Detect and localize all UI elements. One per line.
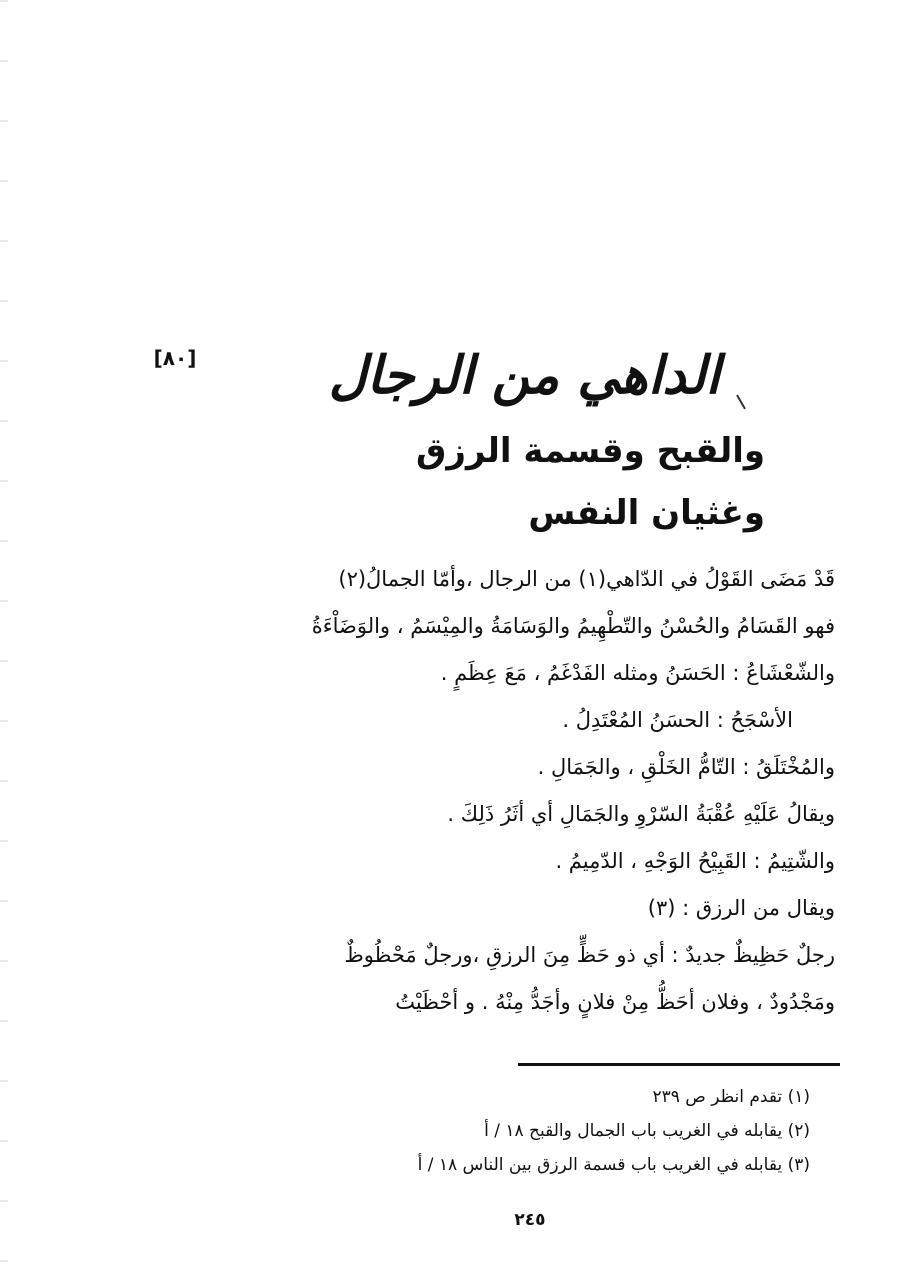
body-line: فهو القَسَامُ والحُسْنُ والتّطْهِيمُ والوَسَامَةُ والمِيْسَمُ ، والوَضَاْءَةُ <box>311 614 835 638</box>
body-line: ومَجْدُودٌ ، وفلان أحَظُّ مِنْ فلانٍ وأجَدُّ مِنْهُ . و أحْظَيْتُ <box>395 990 835 1014</box>
footnote-item: (٢) يقابله في الغريب باب الجمال والقبح ١٨ / أ <box>484 1121 810 1141</box>
page-number: ٢٤٥ <box>514 1210 546 1230</box>
scan-edge <box>0 0 8 1287</box>
footnote-item: (٣) يقابله في الغريب باب قسمة الرزق بين الناس ١٨ / أ <box>417 1155 810 1175</box>
footnotes <box>370 1080 810 1182</box>
ink-mark <box>736 395 746 410</box>
body-line: ويقال من الرزق : (٣) <box>647 896 835 920</box>
body-line: والمُخْتَلَقُ : التّامُّ الخَلْقِ ، والجَمَالِ . <box>537 755 835 779</box>
body-line: الأسْجَحُ : الحسَنُ المُعْتَدِلُ . <box>562 708 793 732</box>
original-page-reference: [٨٠] <box>153 346 197 370</box>
chapter-subtitle: والقبح وقسمة الرزق وغثيان النفس <box>415 431 765 533</box>
footnote-divider <box>518 1063 840 1066</box>
body-line: ويقالُ عَلَيْهِ عُقْبَةُ السّرْوِ والجَمَالِ أي أثَرُ ذَلِكَ . <box>447 802 835 826</box>
chapter-title: الداهي من الرجال <box>328 345 720 406</box>
footnote-item: (١) تقدم انظر ص ٢٣٩ <box>652 1087 810 1107</box>
body-line: والشّعْشَاعُ : الحَسَنُ ومثله الفَدْغَمُ ، مَعَ عِظَمٍ . <box>440 661 835 685</box>
body-line: قَدْ مَضَى القَوْلُ في الدّاهي(١) من الرجال ،وأمّا الجمالُ(٢) <box>338 567 835 591</box>
body-text <box>210 556 835 1026</box>
body-line: رجلٌ حَظِيظٌ جديدٌ : أي ذو حَظٍّ مِنَ الرزقِ ،ورجلٌ مَحْظُوظٌ <box>344 943 835 967</box>
body-line: والشّتِيمُ : القَبِيْحُ الوَجْهِ ، الدّمِيمُ . <box>555 849 835 873</box>
